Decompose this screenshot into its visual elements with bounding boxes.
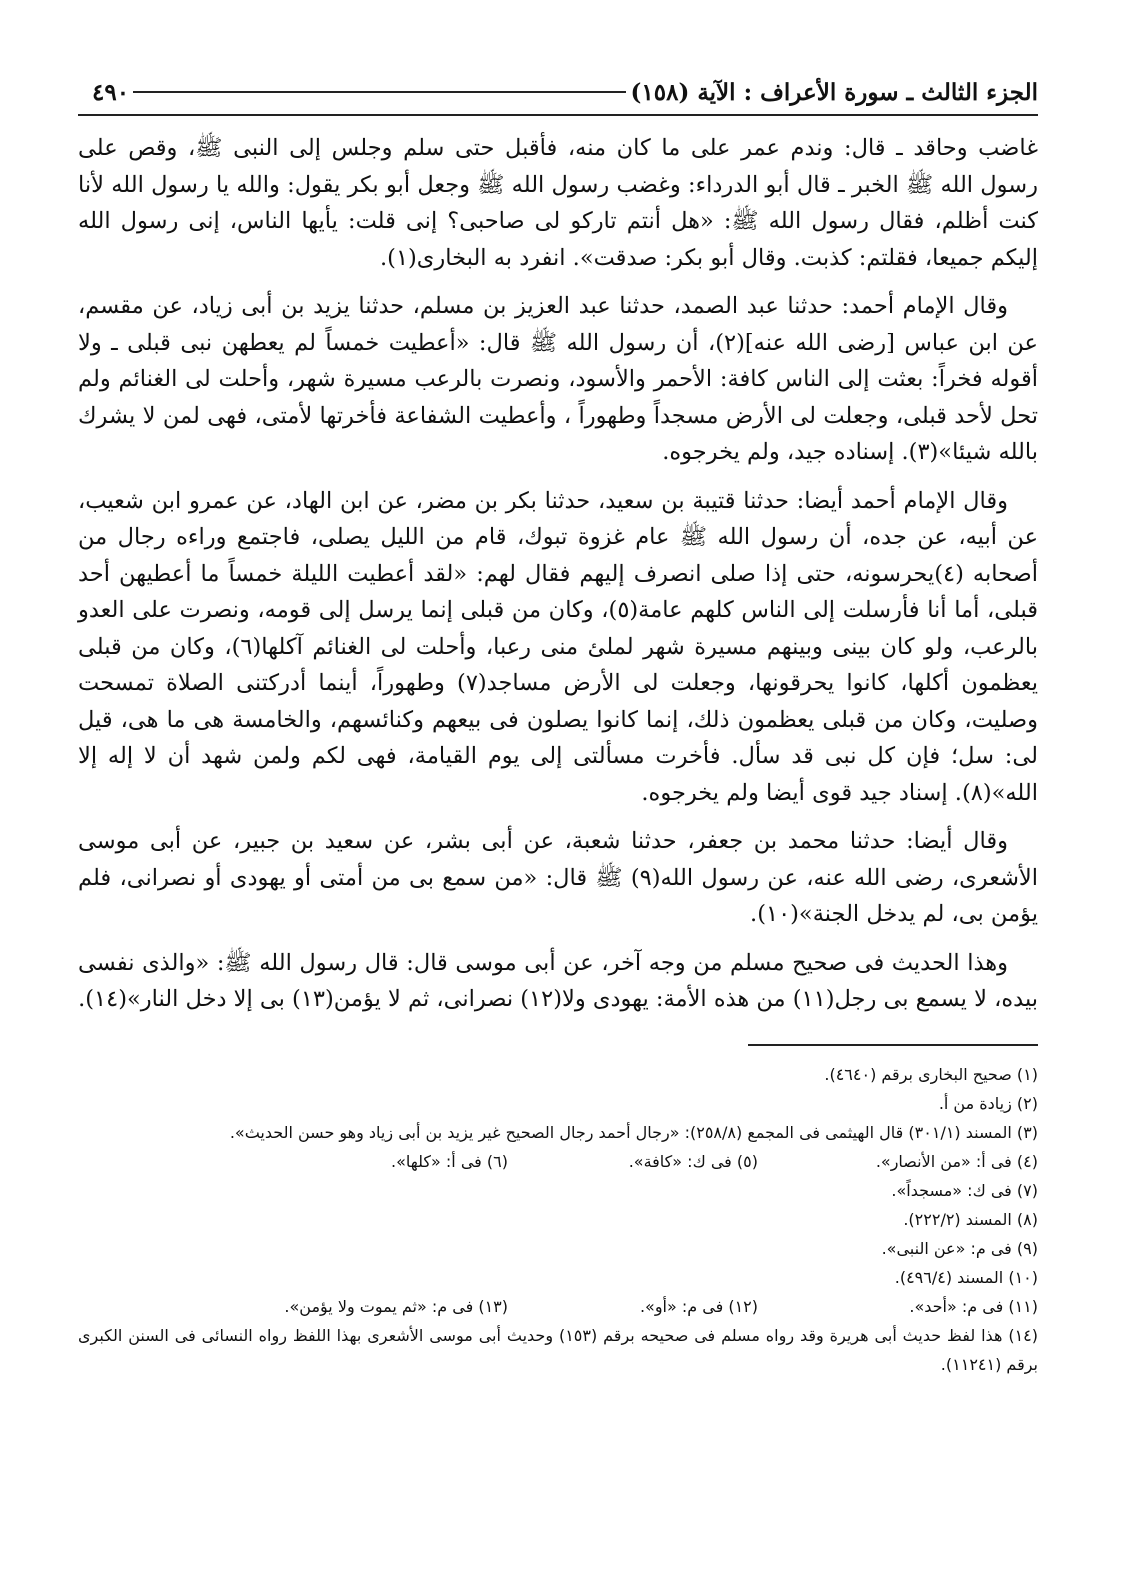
footnote-1: (١) صحيح البخارى برقم (٤٦٤٠).	[824, 1064, 1038, 1084]
footnote-8: (٨) المسند (٢٢٢/٢).	[903, 1209, 1038, 1229]
footnote-6: (٦) فى أ: «كلها».	[391, 1151, 508, 1171]
footnote-4: (٤) فى أ: «من الأنصار».	[875, 1151, 1038, 1171]
header-rule	[133, 91, 626, 93]
running-header	[78, 72, 1038, 116]
footnote-3: (٣) المسند (٣٠١/١) قال الهيثمى فى المجمع (٢٥٨/٨): «رجال أحمد رجال الصحيح غير يزيد بن أبى زياد وهو حسن الحديث».	[229, 1122, 1038, 1142]
footnote-13: (١٣) فى م: «ثم يموت ولا يؤمن».	[284, 1296, 508, 1316]
paragraph-3: وقال الإمام أحمد أيضا: حدثنا قتيبة بن سعيد، حدثنا بكر بن مضر، عن ابن الهاد، عن عمرو ابن شعيب، عن أبيه، عن جده، أن رسول الله ﷺ عام غزوة تبوك، قام من الليل يصلى، فاجتمع وراءه رجال من أصحابه (٤)يحرسونه، حتى إذا صلى انصرف إليهم فقال لهم: «لقد أعطيت الليلة خمساً ما أعطيهن أحد قبلى، أما أنا فأرسلت إلى الناس كلهم عامة(٥)، وكان من قبلى إنما يرسل إلى قومه، ونصرت على العدو بالرعب، ولو كان بينى وبينهم مسيرة شهر لملئ منى رعبا، وأحلت لى الغنائم آكلها(٦)، وكان من قبلى يعظمون أكلها، كانوا يحرقونها، وجعلت لى الأرض مساجد(٧) وطهوراً، أينما أدركتنى الصلاة تمسحت وصليت، وكان من قبلى يعظمون ذلك، إنما كانوا يصلون فى بيعهم وكنائسهم، والخامسة هى ما هى، قيل لى: سل؛ فإن كل نبى قد سأل. فأخرت مسألتى إلى يوم القيامة، فهى لكم ولمن شهد أن لا إله إلا الله»(٨). إسناد جيد قوى أيضا ولم يخرجوه.	[78, 487, 1039, 806]
footnote-separator	[748, 1044, 1038, 1046]
footnote-2: (٢) زيادة من أ.	[938, 1093, 1038, 1113]
main-text	[78, 130, 1038, 1018]
footnote-11: (١١) فى م: «أحد».	[909, 1296, 1038, 1316]
paragraph-2: وقال الإمام أحمد: حدثنا عبد الصمد، حدثنا عبد العزيز بن مسلم، حدثنا يزيد بن أبى زياد، عن مقسم، عن ابن عباس [رضى الله عنه](٢)، أن رسول الله ﷺ قال: «أعطيت خمساً لم يعطهن نبى قبلى ـ ولا أقوله فخراً: بعثت إلى الناس كافة: الأحمر والأسود، ونصرت بالرعب مسيرة شهر، وأحلت لى الغنائم ولم تحل لأحد قبلى، وجعلت لى الأرض مسجداً وطهوراً ، وأعطيت الشفاعة فأخرتها لأمتى، فهى لمن لا يشرك بالله شيئا»(٣). إسناده جيد، ولم يخرجوه.	[78, 293, 1038, 465]
footnote-row-4-6	[78, 1147, 1038, 1176]
paragraph-5: وهذا الحديث فى صحيح مسلم من وجه آخر، عن أبى موسى قال: قال رسول الله ﷺ: «والذى نفسى بيده، لا يسمع بى رجل(١١) من هذه الأمة: يهودى ولا(١٢) نصرانى، ثم لا يؤمن(١٣) بى إلا دخل النار»(١٤).	[78, 949, 1038, 1012]
paragraph-1: غاضب وحاقد ـ قال: وندم عمر على ما كان منه، فأقبل حتى سلم وجلس إلى النبى ﷺ، وقص على رسول الله ﷺ الخبر ـ قال أبو الدرداء: وغضب رسول الله ﷺ وجعل أبو بكر يقول: والله يا رسول الله لأنا كنت أظلم، فقال رسول الله ﷺ: «هل أنتم تاركو لى صاحبى؟ إنى قلت: يأيها الناس، إنى رسول الله إليكم جميعا، فقلتم: كذبت. وقال أبو بكر: صدقت». انفرد به البخارى(١).	[78, 135, 1038, 271]
footnote-row-11-13	[78, 1292, 1038, 1321]
footnote-14: (١٤) هذا لفظ حديث أبى هريرة وقد رواه مسلم فى صحيحه برقم (١٥٣) وحديث أبى موسى الأشعرى بهذا اللفظ رواه النسائى فى السنن الكبرى برقم (١١٢٤١).	[78, 1325, 1038, 1374]
footnote-5: (٥) فى ك: «كافة».	[628, 1151, 758, 1171]
footnote-9: (٩) فى م: «عن النبى».	[881, 1238, 1038, 1258]
footnotes	[78, 1060, 1038, 1379]
page	[78, 72, 1038, 1379]
page-number: ٤٩٠	[92, 78, 130, 106]
paragraph-4: وقال أيضا: حدثنا محمد بن جعفر، حدثنا شعبة، عن أبى بشر، عن سعيد بن جبير، عن أبى موسى الأشعرى، رضى الله عنه، عن رسول الله(٩) ﷺ قال: «من سمع بى من أمتى أو يهودى أو نصرانى، فلم يؤمن بى، لم يدخل الجنة»(١٠).	[78, 828, 1039, 927]
header-title: الجزء الثالث ـ سورة الأعراف : الآية (١٥٨)	[630, 78, 1038, 106]
footnote-10: (١٠) المسند (٤٩٦/٤).	[894, 1267, 1038, 1287]
footnote-7: (٧) فى ك: «مسجداً».	[891, 1180, 1038, 1200]
footnote-12: (١٢) فى م: «أو».	[639, 1296, 758, 1316]
